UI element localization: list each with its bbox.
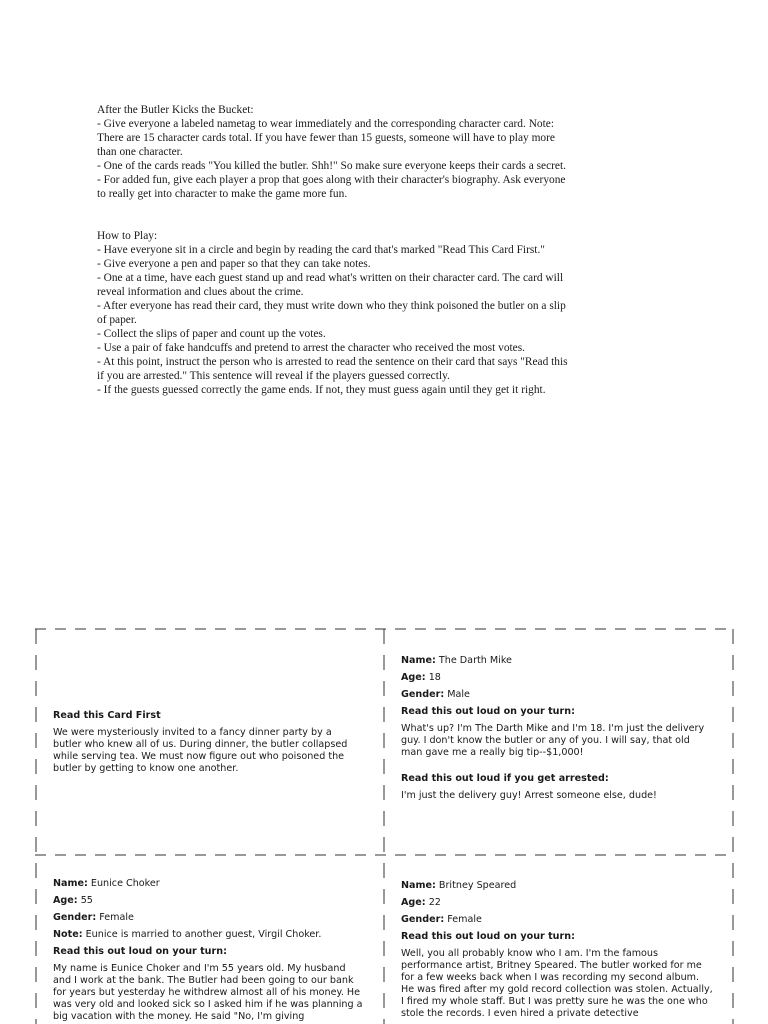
age-field xyxy=(401,897,713,909)
gender-field xyxy=(53,912,365,924)
age-field xyxy=(53,895,365,907)
butler-section-heading: After the Butler Kicks the Bucket: xyxy=(97,104,254,116)
age-label: Age: xyxy=(401,897,426,908)
turn-text: What's up? I'm The Darth Mike and I'm 18. I'm just the delivery guy. I don't know the butler or any of you. I will say, that old man gave me a really big tip--$1,000! xyxy=(401,723,705,758)
turn-text: Well, you all probably know who I am. I'm the famous performance artist, Britney Speared. The butler worked for me for a few weeks back when I was recording my second album. He was fired after my gold record collection was stolen. Actually, I fired my whole staff. But I was pretty sure he was the one who stole the records. I even hired a private detective xyxy=(401,948,713,1019)
name-value: Britney Speared xyxy=(438,880,517,891)
how-to-play-step: - One at a time, have each guest stand up and read what's written on their character card. The card will reveal information and clues about the crime. xyxy=(97,272,564,298)
gender-value: Female xyxy=(99,912,134,923)
how-to-play-heading: How to Play: xyxy=(97,230,158,242)
gender-label: Gender: xyxy=(401,914,445,925)
name-label: Name: xyxy=(53,878,88,889)
gender-label: Gender: xyxy=(401,689,445,700)
name-field xyxy=(401,880,713,892)
age-label: Age: xyxy=(401,672,426,683)
how-to-play-step: - If the guests guessed correctly the game ends. If not, they must guess again until they get it right. xyxy=(97,384,546,396)
intro-card xyxy=(53,710,353,775)
how-to-play-step: - Give everyone a pen and paper so that they can take notes. xyxy=(97,258,371,270)
arrested-text: I'm just the delivery guy! Arrest someone else, dude! xyxy=(401,790,657,801)
name-field xyxy=(53,878,365,890)
note-label: Note: xyxy=(53,929,83,940)
how-to-play-step: - At this point, instruct the person who is arrested to read the sentence on their card that says "Read this if you are arrested." This sentence will reveal if the players guessed correctly. xyxy=(97,356,568,382)
name-label: Name: xyxy=(401,655,436,666)
butler-section xyxy=(97,103,577,201)
age-value: 22 xyxy=(428,897,441,908)
name-field xyxy=(401,655,713,667)
arrested-heading: Read this out loud if you get arrested: xyxy=(401,773,609,784)
how-to-play-step: - Collect the slips of paper and count up the votes. xyxy=(97,328,326,340)
how-to-play-step: - After everyone has read their card, they must write down who they think poisoned the butler on a slip of paper. xyxy=(97,300,566,326)
name-value: Eunice Choker xyxy=(90,878,160,889)
turn-heading: Read this out loud on your turn: xyxy=(401,706,575,717)
name-label: Name: xyxy=(401,880,436,891)
age-value: 18 xyxy=(428,672,441,683)
gender-field xyxy=(401,689,713,701)
how-to-play-step: - Have everyone sit in a circle and begin by reading the card that's marked "Read This Card First." xyxy=(97,244,545,256)
intro-card-text: We were mysteriously invited to a fancy dinner party by a butler who knew all of us. During dinner, the butler collapsed while serving tea. We must now figure out who poisoned the butler by getting to know one another. xyxy=(53,727,348,774)
gender-field xyxy=(401,914,713,926)
gender-value: Male xyxy=(447,689,470,700)
character-card-britney-speared xyxy=(401,880,713,1020)
age-value: 55 xyxy=(80,895,93,906)
intro-card-title: Read this Card First xyxy=(53,710,161,721)
name-value: The Darth Mike xyxy=(438,655,512,666)
how-to-play-section xyxy=(97,229,577,397)
note-value: Eunice is married to another guest, Virgil Choker. xyxy=(85,929,322,940)
note-field xyxy=(53,929,365,941)
gender-label: Gender: xyxy=(53,912,97,923)
butler-instruction: - Give everyone a labeled nametag to wear immediately and the corresponding character card. Note: There are 15 character cards total. If you have fewer than 15 guests, someone will have to play more than one character. xyxy=(97,118,555,158)
turn-heading: Read this out loud on your turn: xyxy=(401,931,575,942)
gender-value: Female xyxy=(447,914,482,925)
how-to-play-step: - Use a pair of fake handcuffs and pretend to arrest the character who received the most votes. xyxy=(97,342,526,354)
age-label: Age: xyxy=(53,895,78,906)
turn-heading: Read this out loud on your turn: xyxy=(53,946,227,957)
age-field xyxy=(401,672,713,684)
instructions-block xyxy=(97,103,577,397)
turn-text: My name is Eunice Choker and I'm 55 years old. My husband and I work at the bank. The Butler had been going to our bank for years but yesterday he withdrew almost all of his money. He was very old and looked sick so I asked him if he was planning a big vacation with the money. He said "No, I'm giving xyxy=(53,963,363,1022)
butler-instruction: - One of the cards reads "You killed the butler. Shh!" So make sure everyone keeps their cards a secret. xyxy=(97,160,567,172)
character-card-eunice-choker xyxy=(53,878,365,1023)
butler-instruction: - For added fun, give each player a prop that goes along with their character's biography. Ask everyone to really get into character to make the game more fun. xyxy=(97,174,566,200)
character-card-darth-mike xyxy=(401,655,713,802)
